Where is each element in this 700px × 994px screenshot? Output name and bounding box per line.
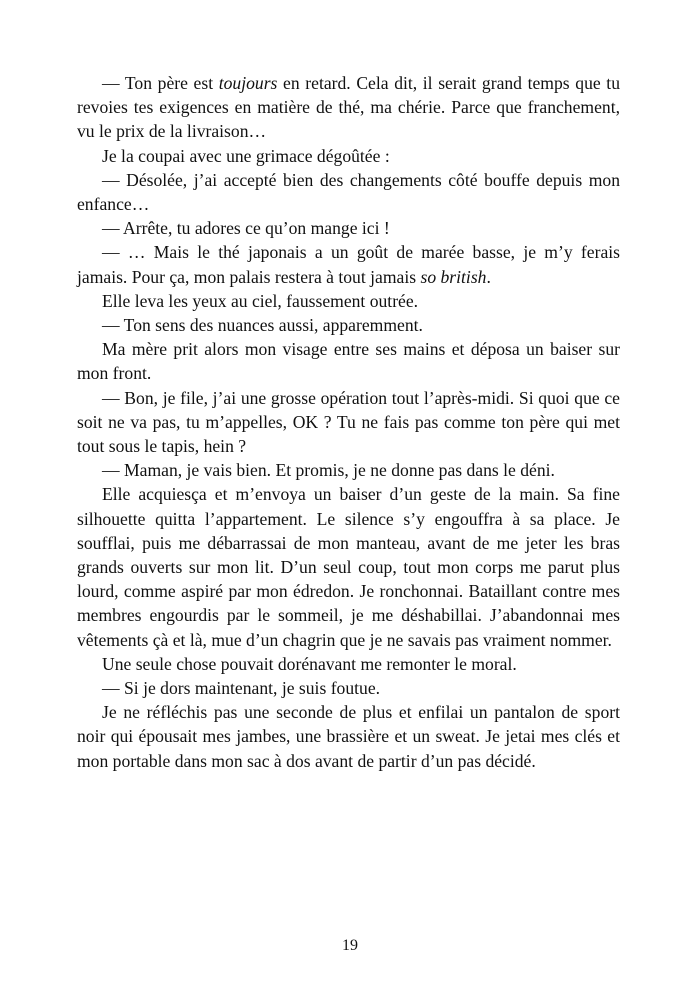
body-text — [77, 71, 620, 773]
paragraph: — Bon, je file, j’ai une grosse opération tout l’après-midi. Si quoi que ce soit ne va pas, tu m’appelles, OK ? Tu ne fais pas comme ton père qui met tout sous le tapis, hein ? — [77, 387, 620, 457]
paragraph: — Ton père est toujours en retard. Cela dit, il serait grand temps que tu revoies tes exigences en matière de thé, ma chérie. Parce que franchement, vu le prix de la livraison… — [77, 73, 620, 142]
paragraph: — Maman, je vais bien. Et promis, je ne donne pas dans le déni. — [102, 460, 555, 481]
paragraph: — … Mais le thé japonais a un goût de marée basse, je m’y ferais jamais. Pour ça, mon palais restera à tout jamais so british. — [77, 242, 620, 287]
italic-phrase: so british — [420, 266, 487, 287]
paragraph: Je la coupai avec une grimace dégoûtée : — [102, 145, 390, 166]
paragraph: Une seule chose pouvait dorénavant me remonter le moral. — [102, 653, 517, 674]
paragraph: Elle leva les yeux au ciel, faussement outrée. — [102, 290, 419, 311]
paragraph: — Si je dors maintenant, je suis foutue. — [102, 678, 381, 699]
paragraph: Ma mère prit alors mon visage entre ses mains et déposa un baiser sur mon front. — [77, 339, 620, 384]
italic-phrase: toujours — [218, 73, 278, 93]
paragraph: — Arrête, tu adores ce qu’on mange ici ! — [102, 218, 390, 239]
page-number: 19 — [342, 937, 358, 954]
paragraph: Je ne réfléchis pas une seconde de plus et enfilai un pantalon de sport noir qui épousait mes jambes, une brassière et un sweat. Je jetai mes clés et mon portable dans mon sac à dos avant de partir d’un pas décidé. — [77, 702, 620, 771]
paragraph: Elle acquiesça et m’envoya un baiser d’un geste de la main. Sa fine silhouette quitta l’appartement. Le silence s’y engouffra à sa place. Je soufflai, puis me débarrassai de mon manteau, avant de me jeter les bras grands ouverts sur mon lit. D’un seul coup, tout mon corps me parut plus lourd, comme aspiré par mon édredon. Je ronchonnai. Bataillant contre mes membres engourdis par le sommeil, je me déshabillai. J’abandonnai mes vêtements çà et là, mue d’un chagrin que je ne savais pas vraiment nommer. — [77, 484, 620, 650]
paragraph: — Désolée, j’ai accepté bien des changements côté bouffe depuis mon enfance… — [77, 169, 620, 215]
paragraph: — Ton sens des nuances aussi, apparemment. — [102, 315, 423, 336]
